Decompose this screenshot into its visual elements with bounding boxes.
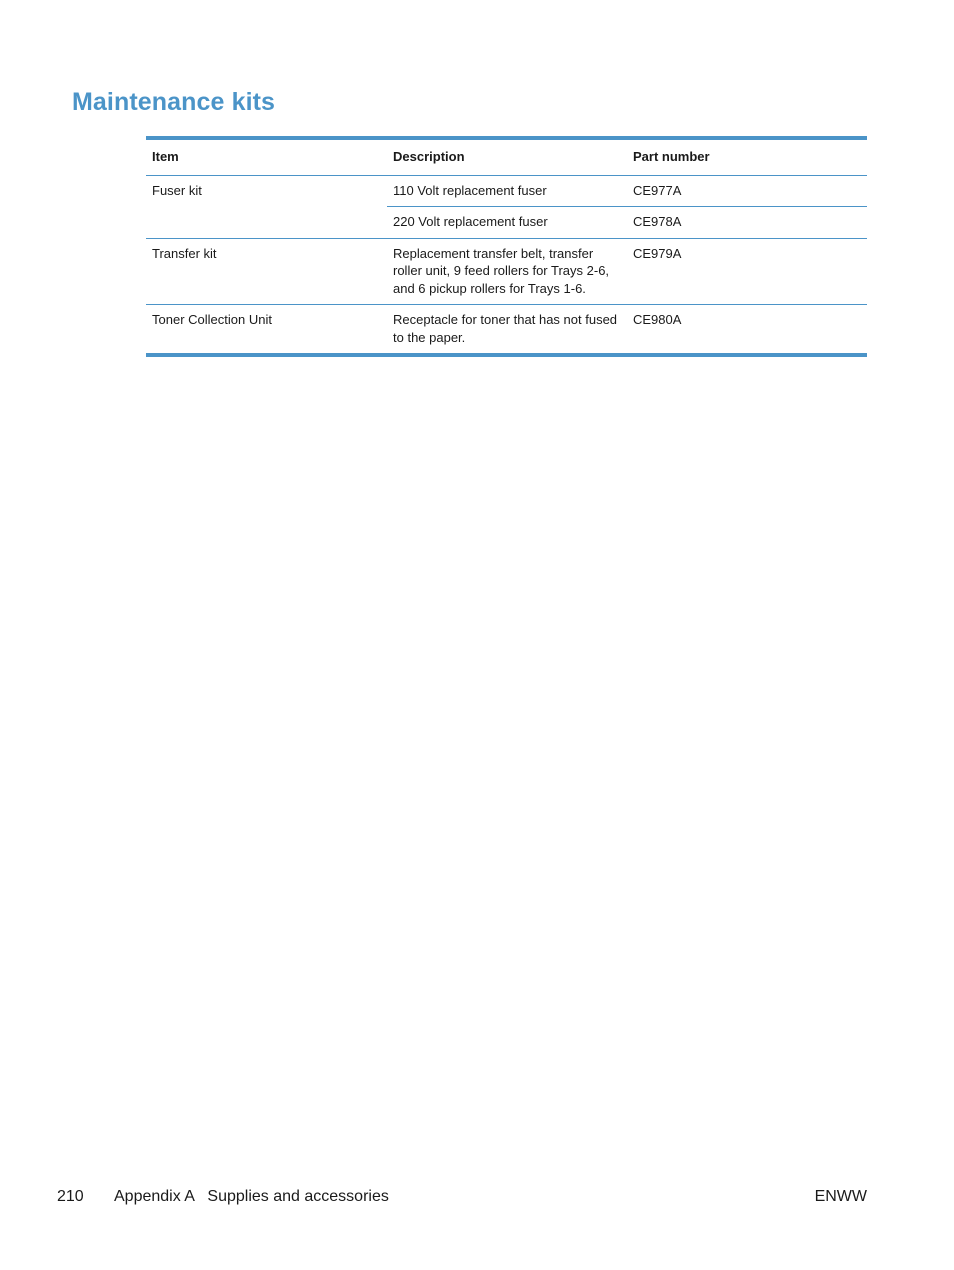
description-cell: Replacement transfer belt, transfer roller unit, 9 feed rollers for Trays 2-6, and 6 pickup rollers for Trays 1-6. <box>387 238 627 305</box>
description-cell: 220 Volt replacement fuser <box>387 207 627 239</box>
header-description: Description <box>387 138 627 175</box>
part-number-cell: CE978A <box>627 207 867 239</box>
table-row <box>146 238 867 305</box>
header-item: Item <box>146 138 387 175</box>
part-number-cell: CE977A <box>627 175 867 207</box>
page-number: 210 <box>57 1188 84 1205</box>
item-cell: Fuser kit <box>146 175 387 238</box>
header-part-number: Part number <box>627 138 867 175</box>
table-header-row <box>146 138 867 175</box>
table-row <box>146 305 867 356</box>
item-cell: Transfer kit <box>146 238 387 305</box>
footer-section: Appendix A Supplies and accessories <box>114 1188 389 1205</box>
part-number-cell: CE979A <box>627 238 867 305</box>
part-number-cell: CE980A <box>633 312 682 327</box>
page-footer <box>57 1188 867 1206</box>
page-title: Maintenance kits <box>72 88 276 116</box>
footer-right-text: ENWW <box>814 1188 867 1205</box>
table-row <box>146 175 867 207</box>
description-cell: 110 Volt replacement fuser <box>387 175 627 207</box>
description-cell: Receptacle for toner that has not fused to the paper. <box>393 312 618 345</box>
item-cell: Toner Collection Unit <box>152 312 272 327</box>
maintenance-kits-table <box>146 136 867 357</box>
